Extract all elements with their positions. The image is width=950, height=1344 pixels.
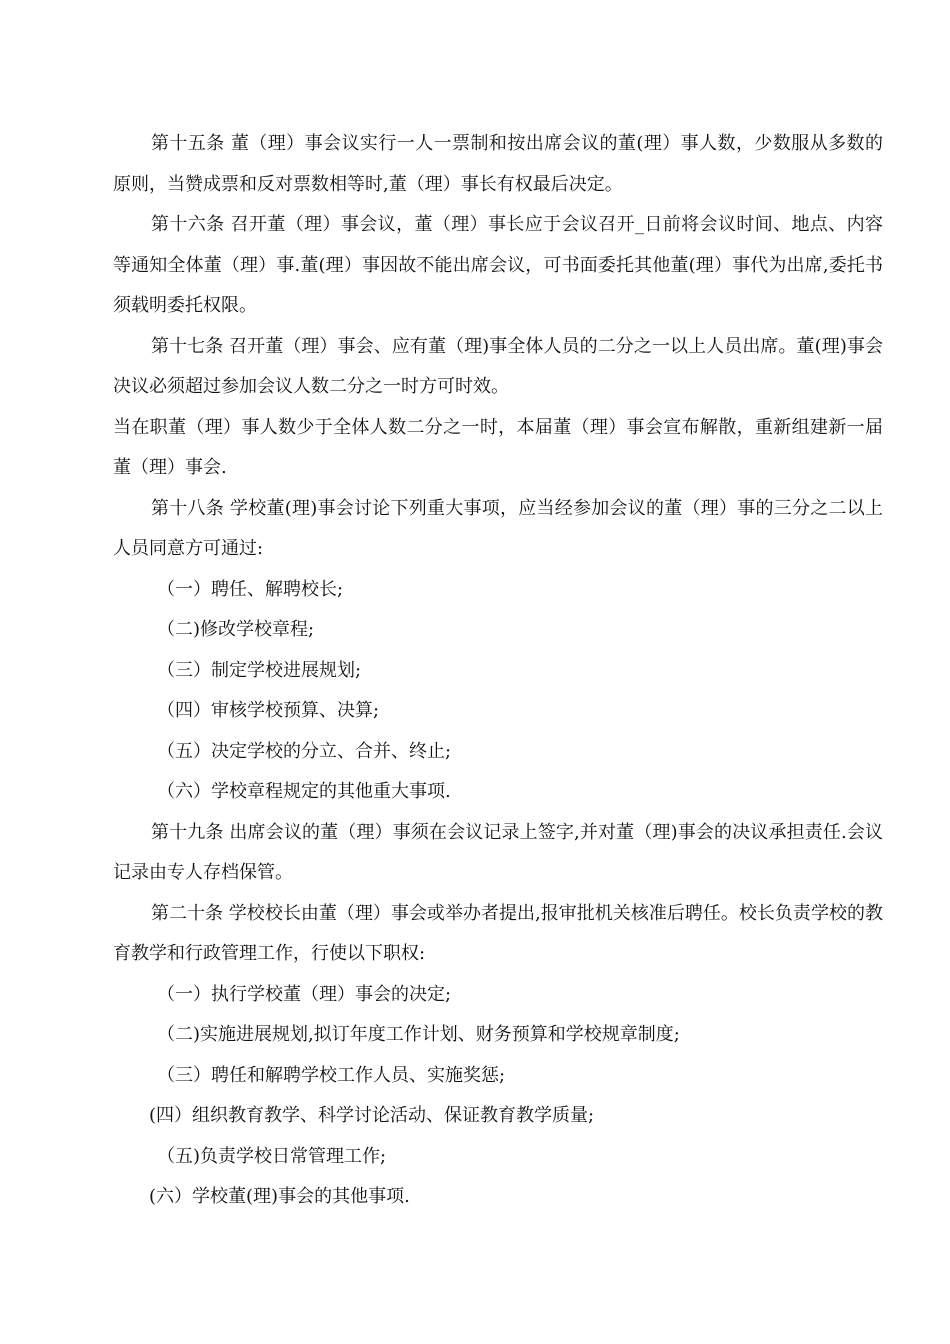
article-20: 第二十条 学校校长由董（理）事会或举办者提出,报审批机关核准后聘任。校长负责学校的教育教学和行政管理工作，行使以下职权:: [113, 902, 883, 964]
document-body: [113, 124, 883, 1218]
list-item: （一）执行学校董（理）事会的决定;: [157, 983, 452, 1005]
list-item: （二)修改学校章程;: [157, 619, 315, 640]
list-item: （五）决定学校的分立、合并、终止;: [157, 740, 452, 762]
article-15: 第十五条 董（理）事会议实行一人一票制和按出席会议的董(理）事人数，少数服从多数的原则，当赞成票和反对票数相等时,董（理）事长有权最后决定。: [113, 133, 883, 195]
list-item: (六）学校董(理)事会的其他事项.: [149, 1186, 410, 1207]
list-item: （一）聘任、解聘校长;: [157, 578, 344, 600]
article-19: 第十九条 出席会议的董（理）事须在会议记录上签字,并对董（理)事会的决议承担责任.会议记录由专人存档保管。: [113, 821, 883, 883]
article-18-list: [113, 570, 883, 813]
list-item: （四）审核学校预算、决算;: [157, 700, 380, 721]
article-18: 第十八条 学校董(理)事会讨论下列重大事项，应当经参加会议的董（理）事的三分之二以上人员同意方可通过:: [113, 497, 883, 559]
list-item: （二)实施进展规划,拟订年度工作计划、财务预算和学校规章制度;: [157, 1024, 680, 1045]
list-item: （六）学校章程规定的其他重大事项.: [157, 781, 451, 802]
article-17: 第十七条 召开董（理）事会、应有董（理)事全体人员的二分之一以上人员出席。董(理)事会决议必须超过参加会议人数二分之一时方可时效。: [113, 335, 883, 397]
list-item: （三）制定学校进展规划;: [157, 659, 362, 681]
list-item: (四）组织教育教学、科学讨论活动、保证教育教学质量;: [149, 1105, 595, 1126]
article-17-continuation: 当在职董（理）事人数少于全体人数二分之一时，本届董（理）事会宣布解散，重新组建新一届董（理）事会.: [113, 416, 883, 478]
list-item: （五)负责学校日常管理工作;: [157, 1145, 387, 1167]
list-item: （三）聘任和解聘学校工作人员、实施奖惩;: [157, 1064, 506, 1086]
article-16: 第十六条 召开董（理）事会议，董（理）事长应于会议召开_日前将会议时间、地点、内容等通知全体董（理）事.董(理）事因故不能出席会议，可书面委托其他董(理）事代为出席,委托书须载明委托权限。: [113, 214, 883, 316]
article-20-list: [113, 975, 883, 1218]
